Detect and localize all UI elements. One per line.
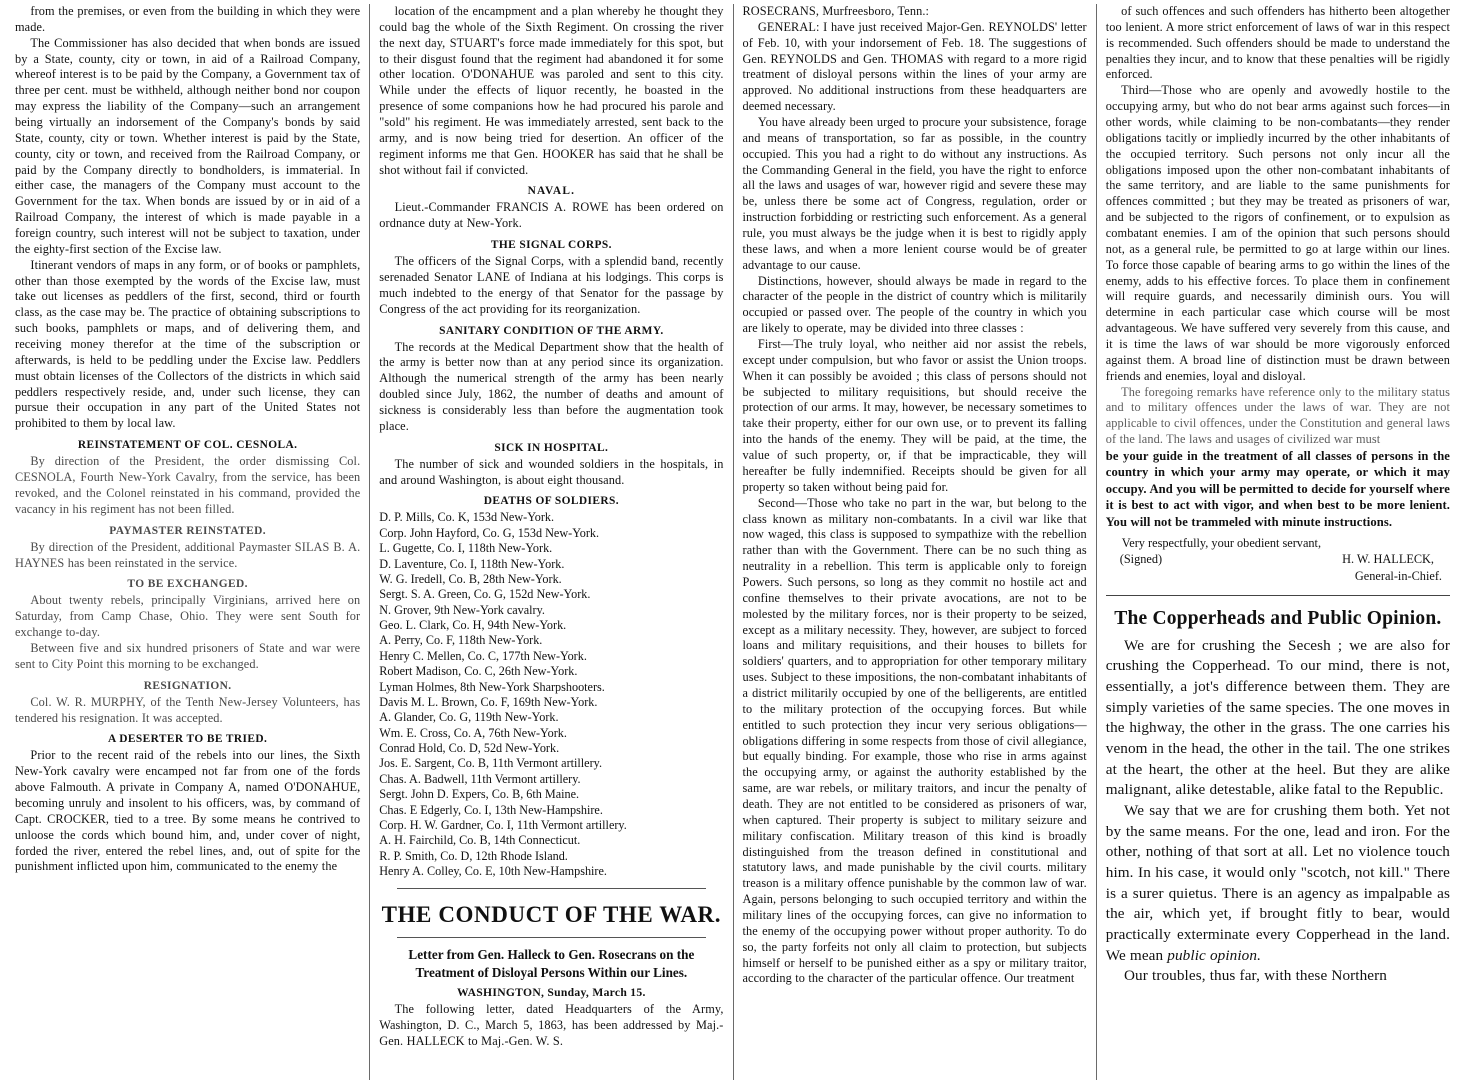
list-item: Chas. E Edgerly, Co. I, 13th New-Hampshire. (379, 802, 603, 817)
signature-closing: Very respectfully, your obedient servant, (1121, 535, 1322, 550)
paragraph: location of the encampment and a plan whereby he thought they could bag the whole of the Sixth Regiment. On crossing the river the next day, STUART's force made immediately for this spot, but to their disgust found that the regiment had abandoned it for some other location. O'DONAHUE was paroled and sent to this city. While under the effects of liquor recently, he boasted in the presence of some companions how he had procured his parole and "sold" his regiment. He was immediately arrested, sent back to the army, and is now being tried for desertion. An officer of the regiment informs me that Gen. HOOKER has said that he shall be shot without fail if convicted. (379, 4, 724, 177)
divider (397, 888, 705, 889)
list-item: A. H. Fairchild, Co. B, 14th Connecticut. (379, 833, 581, 848)
column-1 (6, 4, 369, 1080)
list-item: N. Grover, 9th New-York cavalry. (379, 602, 545, 617)
section-heading-resignation: RESIGNATION. (143, 679, 232, 692)
signature-name: H. W. HALLECK, (1342, 552, 1434, 567)
list-item: A. Glander, Co. G, 119th New-York. (379, 710, 559, 725)
paragraph-italic-phrase: public opinion. (1167, 946, 1261, 964)
letter-addressee: ROSECRANS, Murfreesboro, Tenn.: (742, 4, 930, 18)
list-item: D. Laventure, Co. I, 118th New-York. (379, 556, 565, 571)
list-item: R. P. Smith, Co. D, 12th Rhode Island. (379, 848, 568, 863)
section-heading-exchanged: TO BE EXCHANGED. (127, 578, 248, 591)
paragraph-emphasis: be your guide in the treatment of all classes of persons in the country in which your army may operate, or which it may occupy. And you will be permitted to decide for yourself where it is best to act with vigor, and when best to be more lenient. You will not be trammeled with minute instructions. (1105, 449, 1450, 529)
paragraph: Distinctions, however, should always be made in regard to the character of the people in the district of country which is militarily occupied or passed over. The people of the country in which you are likely to operate, may be divided into three classes : (742, 273, 1087, 336)
list-item: Henry A. Colley, Co. E, 10th New-Hampshire. (379, 864, 607, 879)
paragraph: Itinerant vendors of maps in any form, or of books or pamphlets, other than those exempted by the words of the Excise law, must take out licenses as peddlers of the first, second, third or fourth class, as the case may be. The practice of obtaining subscriptions to such books, pamphlets or maps, and of delivering them, and receiving money therefor at the time of the subscription or afterwards, is held to be peddling under the Excise law. Peddlers must obtain licenses of the Collectors of the districts in which said peddlers respectively reside, and, under such license, they can pursue their occupation in any part of the United States not prohibited to them by local law. (15, 257, 361, 431)
letter-signature (1106, 535, 1450, 585)
paragraph: The foregoing remarks have reference only to the military status and to military offences under the laws of war. They are not applicable to civil offences, under the Constitution and general laws of the land. The laws and usages of civilized war must (1105, 384, 1450, 447)
signature-title: General-in-Chief. (1354, 569, 1442, 584)
paragraph: About twenty rebels, principally Virginians, arrived here on Saturday, from Camp Chase, Ohio. They were sent South for exchange to-day. (15, 593, 361, 640)
list-item: Corp. John Hayford, Co. G, 153d New-York. (379, 525, 600, 540)
list-item: Davis M. L. Brown, Co. F, 169th New-York. (379, 694, 598, 709)
list-item: A. Perry, Co. F, 118th New-York. (379, 633, 543, 648)
list-item: Chas. A. Badwell, 11th Vermont artillery. (379, 771, 581, 786)
signature-name-row (1106, 551, 1450, 568)
paragraph: GENERAL: I have just received Major-Gen. REYNOLDS' letter of Feb. 10, with your indorsement of Feb. 18. The suggestions of Gen. REYNOLDS and Gen. THOMAS with regard to a more rigid treatment of disloyal persons within the lines of your army are approved. No additional instructions from these headquarters are deemed necessary. (742, 19, 1087, 114)
divider (397, 937, 705, 938)
section-heading-deaths-of-soldiers: DEATHS OF SOLDIERS. (483, 495, 619, 508)
paragraph: The Commissioner has also decided that when bonds are issued by a State, county, city or town, in aid of a Railroad Company, whereof interest is to be paid by the Company, a Government tax of three per cent. must be withheld, although neither bond nor coupon may express the liability of the Company—such an arrangement being virtually an indorsement of the Company's bonds by said State, county, city or town. Whether interest is paid by the State, county, city or town, and received from the Railroad Company, or paid by the Company directly to bondholders, is immaterial. In either case, the managers of the Company must account to the Government for the tax. When bonds are issued by or in aid of a Railroad Company, the interest of which is made payable in a foreign country, such interest will not be subject to taxation, under the eighty-first section of the Excise law. (15, 35, 361, 256)
paragraph: The number of sick and wounded soldiers in the hospitals, in and around Washington, is about eight thousand. (379, 456, 724, 487)
paragraph: Prior to the recent raid of the rebels into our lines, the Sixth New-York cavalry were encamped not far from one of the fords above Falmouth. A private in Company A, named O'DONAHUE, becoming unruly and insolent to his officers, was, by command of Capt. CROCKER, tied to a tree. By some means he contrived to unloose the cords which bound him, and, under cover of night, forded the river, entered the rebel lines, and, out of spite for the punishment inflicted upon him, communicated to the enemy the (15, 748, 361, 874)
column-3 (733, 4, 1096, 1080)
list-item: Sergt. John D. Expers, Co. B, 6th Maine. (379, 787, 580, 802)
section-heading-paymaster: PAYMASTER REINSTATED. (109, 524, 266, 537)
list-item: Jos. E. Sargent, Co. B, 11th Vermont artillery. (379, 756, 602, 771)
paragraph: You have already been urged to procure your subsistence, forage and means of transportation, so far as possible, in the country occupied. This you had a right to do without any instructions. As the Commanding General in the field, you have the right to enforce all the laws and usages of war, however rigid and severe these may be, unless there be some act of Congress, regulation, order or instruction forbidding or restricting such enforcement. As a general rule, you must always be the judge when it is best to rigidly apply these laws, and when a more lenient course would be of greater advantage to our cause. (742, 115, 1087, 272)
paragraph: The officers of the Signal Corps, with a splendid band, recently serenaded Senator LANE of Indiana at his lodgings. This corps is much indebted to the energy of that Senator for the passage by Congress of the act providing for its reorganization. (379, 254, 724, 316)
list-item: Henry C. Mellen, Co. C, 177th New-York. (379, 648, 587, 663)
list-item: Wm. E. Cross, Co. A, 76th New-York. (379, 725, 567, 740)
paragraph: By direction of the President, the order dismissing Col. CESNOLA, Fourth New-York Cavalry, from the service, has been revoked, and the Colonel reinstated in his command, provided the vacancy in his regiment has not been filled. (15, 454, 361, 516)
paragraph (1106, 801, 1450, 966)
list-item: D. P. Mills, Co. K, 153d New-York. (379, 510, 555, 525)
section-heading-sanitary: SANITARY CONDITION OF THE ARMY. (439, 324, 664, 337)
paragraph: Second—Those who take no part in the war, but belong to the class known as military non-combatants. In a civil war like that now waged, this class is supposed to sympathize with the rebellion rather than with the Government. There can be no such thing as neutrality in a rebellion. This term is applicable only to foreign Powers. Such persons, so long as they commit no hostile act and confine themselves to their private avocations, are not to be molested by the military forces, nor is their property to be seized, except as a military necessity. They, however, are subject to forced loans and military requisitions, and their houses to billets for soldiers' quarters, and to appropriation for other temporary military uses. Subject to these impositions, the non-combatant inhabitants of a district militarily occupied by one of the belligerents, are entitled to the military protection of the occupying forces. But while entitled to such protection they incur very serious obligations—obligations differing in some respects from those of civil allegiance, but equally binding. For example, those who rise in arms against the occupying army, or against the authority established by the same, are war rebels, or military traitors, and incur the penalty of death. They are not entitled to be considered as prisoners of war, when captured. Their property is subject to military seizure and military confiscation. Military treason of this kind is broadly distinguished from the treason defined in constitutional and statutory laws, and made punishable by the civil courts. military treason is a military offence punishable by the common law of war. Again, persons belonging to such occupied territory and within the military lines of the occupying forces, can give no information to the enemy of the occupying power without proper authority. To do so, the party forfeits not only all claim to protection, but subjects himself or herself to be punished either as a spy or military traitor, according to the character of the particular offence. Our treatment (742, 495, 1087, 986)
paragraph: from the premises, or even from the building in which they were made. (15, 4, 361, 34)
list-item: Conrad Hold, Co. D, 52d New-York. (379, 741, 560, 756)
paragraph: Between five and six hundred prisoners of State and war were sent to City Point this morning to be exchanged. (15, 640, 361, 671)
section-heading-deserter: A DESERTER TO BE TRIED. (108, 733, 268, 746)
column-2 (369, 4, 732, 1080)
section-heading-sick-in-hospital: SICK IN HOSPITAL. (494, 441, 609, 454)
paragraph: Col. W. R. MURPHY, of the Tenth New-Jersey Volunteers, has tendered his resignation. It was accepted. (15, 694, 361, 725)
paragraph: Third—Those who are openly and avowedly hostile to the occupying army, but who do not bear arms against such forces—in other words, while claiming to be non-combatants—they render obligations tacitly or impliedly incurred by the other inhabitants of the occupied territory. Such persons not only incur all the obligations imposed upon the other non-combatant inhabitants of the same territory, and are liable to the same punishments for offences committed ; but they may be treated as prisoners of war, and be subjected to the rigors of confinement, or to expulsion as combatant enemies. I am of the opinion that such persons should not, as a general rule, be permitted to go at large within our lines. To force those capable of bearing arms to go within the lines of the enemy, adds to his effective forces. To place them in confinement will require guards, and necessarily diminish ours. You will determine in each particular case which course will be most advantageous. We have suffered very severely from this cause, and it is time the laws of war should be more vigorously enforced against them. A broad line of distinction must be drawn between friends and enemies, loyal and disloyal. (1105, 83, 1450, 383)
article-headline-copperheads: The Copperheads and Public Opinion. (1114, 607, 1442, 629)
paragraph: The records at the Medical Department show that the health of the army is better now than at any period since its organization. Although the numerical strength of the army has been nearly doubled since July, 1862, the number of deaths and amount of sickness is considerably less than before the augmentation took place. (379, 339, 724, 433)
paragraph: We are for crushing the Secesh ; we are also for crushing the Copperhead. To our mind, there is not, essentially, a jot's difference between them. They are simply varieties of the same species. The one moves in the highway, the other in the grass. The one carries his venom in the head, the other in the tail. The one strikes at the heart, the other at the heel. But they are alike malignant, alike detestable, alike fatal to the Republic. (1105, 636, 1450, 799)
section-heading-reinstatement: REINSTATEMENT OF COL. CESNOLA. (77, 439, 298, 452)
paragraph: The following letter, dated Headquarters of the Army, Washington, D. C., March 5, 1863, has been addressed by Maj.-Gen. HALLECK to Maj.-Gen. W. S. (379, 1002, 724, 1048)
list-item: Corp. H. W. Gardner, Co. I, 11th Vermont artillery. (379, 817, 627, 832)
section-heading-naval: NAVAL. (527, 185, 576, 198)
divider (1106, 595, 1450, 596)
list-item: W. G. Iredell, Co. B, 28th New-York. (379, 571, 562, 586)
paragraph: of such offences and such offenders has hitherto been altogether too lenient. A more strict enforcement of laws of war in this respect is recommended. Such offenders should be made to understand the penalties they incur, and to know that these penalties will be rigidly enforced. (1105, 4, 1450, 82)
article-headline-conduct-of-war: THE CONDUCT OF THE WAR. (381, 902, 722, 928)
list-item: Sergt. S. A. Green, Co. G, 152d New-York. (379, 587, 591, 602)
paragraph: Our troubles, thus far, with these Northern (1123, 967, 1388, 985)
paragraph: Lieut.-Commander FRANCIS A. ROWE has been ordered on ordnance duty at New-York. (379, 200, 724, 231)
deaths-of-soldiers-list (379, 510, 723, 879)
list-item: Lyman Holmes, 8th New-York Sharpshooters. (379, 679, 605, 694)
paragraph: By direction of the President, additional Paymaster SILAS B. A. HAYNES has been reinstated in the service. (15, 539, 361, 570)
article-subheadline: Letter from Gen. Halleck to Gen. Rosecrans on the Treatment of Disloyal Persons Within our Lines. (408, 947, 695, 981)
list-item: Robert Madison, Co. C, 26th New-York. (379, 664, 578, 679)
paragraph: First—The truly loyal, who neither aid nor assist the rebels, except under compulsion, but who favor or assist the Union troops. When it can possibly be avoided ; this class of persons should not be subjected to military requisitions, but should receive the protection of our arms. It may, however, be necessary sometimes to take their property, either for our own use, or to prevent its falling into the hands of the enemy. They will be paid, at the time, the value of such property, or, if that be impracticable, they will hereafter be fully indemnified. Receipts should be given for all property so taken without being paid for. (742, 337, 1087, 494)
list-item: L. Gugette, Co. I, 118th New-York. (379, 541, 553, 556)
dateline: WASHINGTON, Sunday, March 15. (457, 986, 646, 1000)
column-4 (1096, 4, 1459, 1080)
signature-signed-label: (Signed) (1119, 552, 1163, 567)
list-item: Geo. L. Clark, Co. H, 94th New-York. (379, 618, 567, 633)
section-heading-signal-corps: THE SIGNAL CORPS. (490, 239, 612, 252)
paragraph-text: We say that we are for crushing them both. Yet not by the same means. For the one, lead and iron. For the other, nothing of that sort at all. Let no violence touch him. In his case, it would only "scotch, not kill." There is a surer quietus. There is an agency as impalpable as the air, which yet, if brought fitly to bear, would practically exterminate every Copperhead in the land. We mean (1105, 802, 1450, 964)
